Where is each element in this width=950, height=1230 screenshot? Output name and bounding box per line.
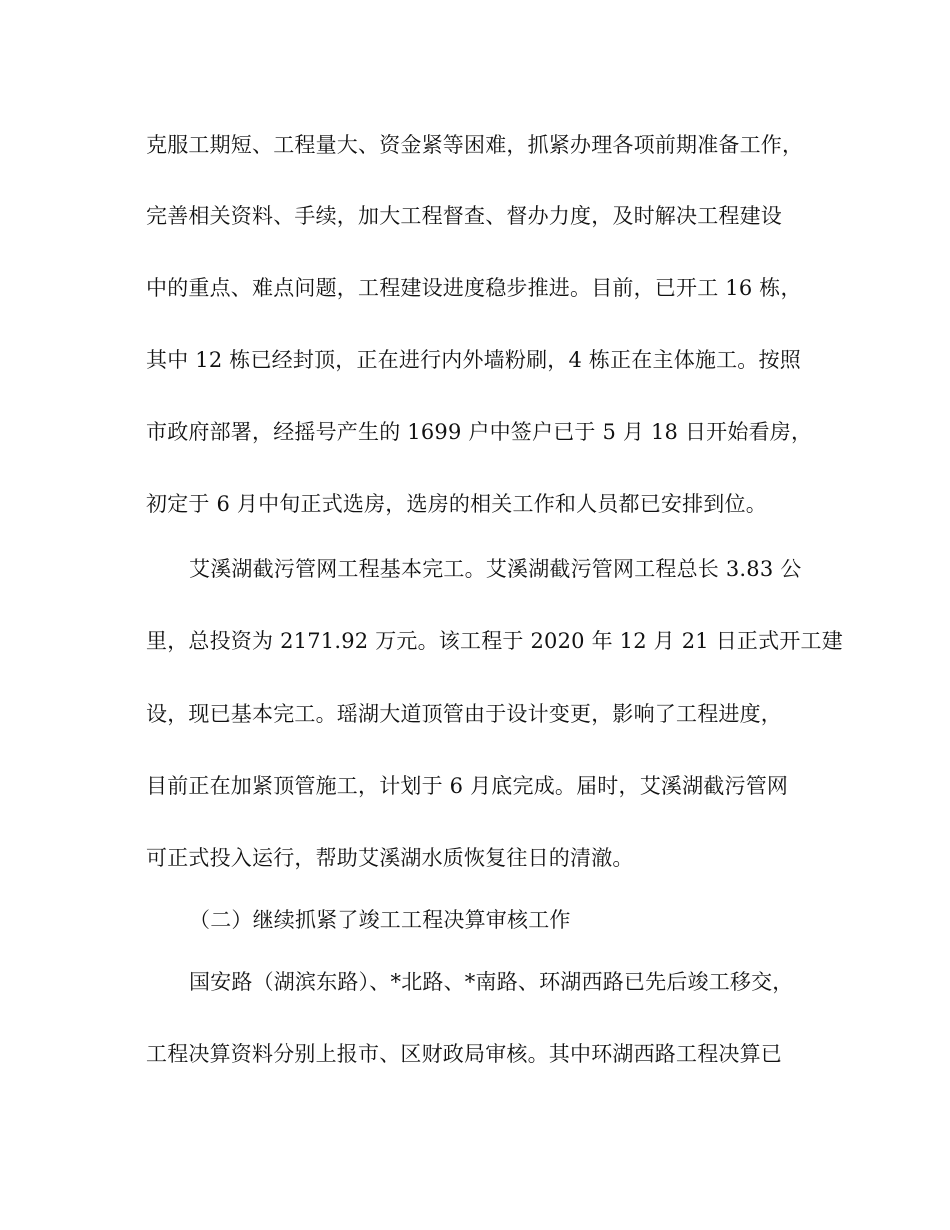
text-line-9: 设，现已基本完工。瑶湖大道顶管由于设计变更，影响了工程进度，	[146, 702, 782, 726]
text-line-8: 里，总投资为 2171.92 万元。该工程于 2020 年 12 月 21 日正式开工建	[146, 629, 843, 653]
text-line-10: 目前正在加紧顶管施工，计划于 6 月底完成。届时，艾溪湖截污管网	[146, 774, 789, 798]
text-line-5: 市政府部署，经摇号产生的 1699 户中签户已于 5 月 18 日开始看房，	[146, 420, 813, 444]
text-line-6: 初定于 6 月中旬正式选房，选房的相关工作和人员都已安排到位。	[146, 492, 767, 516]
text-line-2: 完善相关资料、手续，加大工程督查、督办力度，及时解决工程建设	[146, 204, 782, 228]
text-line-14: 工程决算资料分别上报市、区财政局审核。其中环湖西路工程决算已	[146, 1042, 782, 1066]
text-line-11: 可正式投入运行，帮助艾溪湖水质恢复往日的清澈。	[146, 846, 634, 870]
text-line-4: 其中 12 栋已经封顶，正在进行内外墙粉刷，4 栋正在主体施工。按照	[146, 348, 801, 372]
paragraph-start-line: 艾溪湖截污管网工程基本完工。艾溪湖截污管网工程总长 3.83 公	[189, 557, 802, 581]
text-line-1: 克服工期短、工程量大、资金紧等困难，抓紧办理各项前期准备工作，	[146, 133, 804, 157]
paragraph-start-line: 国安路（湖滨东路）、*北路、*南路、环湖西路已先后竣工移交，	[189, 970, 794, 994]
text-line-3: 中的重点、难点问题，工程建设进度稳步推进。目前，已开工 16 栋，	[146, 276, 802, 300]
section-heading: （二）继续抓紧了竣工工程决算审核工作	[189, 908, 571, 932]
